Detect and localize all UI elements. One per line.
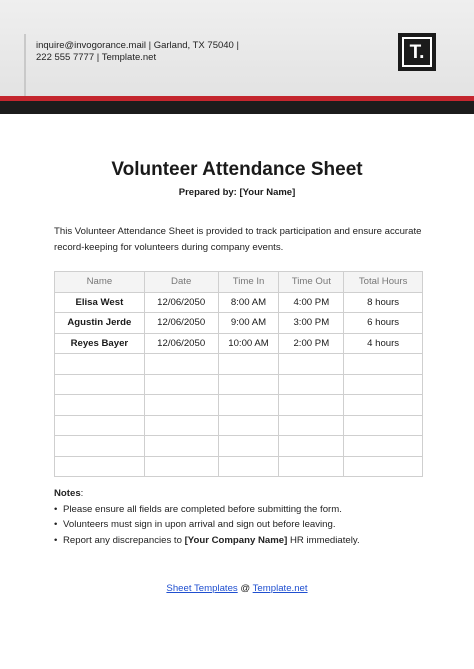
time-out-cell (279, 395, 344, 416)
table-header-row (55, 272, 423, 293)
note-text: HR immediately. (287, 534, 360, 546)
name-cell (55, 415, 145, 436)
table-row-empty (55, 415, 423, 436)
note-item: • Please ensure all fields are completed before submitting the form. (54, 502, 360, 518)
time-in-cell (218, 395, 279, 416)
column-header: Time In (218, 272, 279, 293)
total-hours-cell: 6 hours (344, 313, 423, 334)
time-in-cell (218, 415, 279, 436)
name-cell: Agustin Jerde (55, 313, 145, 334)
notes-list (54, 502, 360, 549)
header-divider (24, 34, 26, 96)
date-cell: 12/06/2050 (144, 292, 218, 313)
time-in-cell (218, 374, 279, 395)
page-title: Volunteer Attendance Sheet (111, 159, 363, 180)
total-hours-cell (344, 395, 423, 416)
name-cell (55, 395, 145, 416)
name-cell (55, 374, 145, 395)
table-row (55, 333, 423, 354)
date-cell (144, 415, 218, 436)
time-in-cell: 9:00 AM (218, 313, 279, 334)
prepared-by: Prepared by: [Your Name] (178, 187, 296, 198)
time-in-cell (218, 456, 279, 477)
time-out-cell (279, 456, 344, 477)
contact-line-2: 222 555 7777 | Template.net (36, 52, 157, 63)
table-row-empty (55, 354, 423, 375)
total-hours-cell (344, 354, 423, 375)
date-cell (144, 436, 218, 457)
total-hours-cell (344, 456, 423, 477)
sheet-templates-link[interactable]: Sheet Templates (166, 583, 238, 594)
time-in-cell (218, 354, 279, 375)
letterhead (0, 0, 474, 96)
time-in-cell: 8:00 AM (218, 292, 279, 313)
total-hours-cell: 4 hours (344, 333, 423, 354)
contact-info (36, 40, 239, 64)
table-row (55, 313, 423, 334)
attendance-table (54, 271, 423, 477)
notes-title: Notes (54, 488, 81, 499)
time-out-cell: 3:00 PM (279, 313, 344, 334)
time-in-cell (218, 436, 279, 457)
table-row-empty (55, 395, 423, 416)
total-hours-cell (344, 415, 423, 436)
total-hours-cell (344, 374, 423, 395)
time-out-cell (279, 354, 344, 375)
note-item: • Volunteers must sign in upon arrival and sign out before leaving. (54, 517, 360, 533)
time-out-cell (279, 415, 344, 436)
logo-letter: T. (409, 41, 425, 63)
date-cell: 12/06/2050 (144, 333, 218, 354)
table-row-empty (55, 374, 423, 395)
date-cell (144, 456, 218, 477)
date-cell (144, 354, 218, 375)
company-name-placeholder: [Your Company Name] (184, 534, 288, 546)
total-hours-cell: 8 hours (344, 292, 423, 313)
logo-frame (402, 37, 432, 67)
column-header: Name (55, 272, 145, 293)
footer (0, 583, 474, 594)
column-header: Total Hours (344, 272, 423, 293)
date-cell: 12/06/2050 (144, 313, 218, 334)
time-out-cell (279, 374, 344, 395)
contact-line-1: inquire@invogorance.mail | Garland, TX 75040 | (36, 40, 239, 51)
name-cell: Reyes Bayer (55, 333, 145, 354)
column-header: Time Out (279, 272, 344, 293)
note-text: Report any discrepancies to (63, 534, 185, 546)
template-logo-icon (398, 33, 436, 71)
table-row-empty (55, 456, 423, 477)
name-cell (55, 354, 145, 375)
dark-band (0, 101, 474, 114)
notes-section (54, 486, 360, 548)
name-cell: Elisa West (55, 292, 145, 313)
column-header: Date (144, 272, 218, 293)
name-cell (55, 456, 145, 477)
total-hours-cell (344, 436, 423, 457)
table-row-empty (55, 436, 423, 457)
date-cell (144, 395, 218, 416)
name-cell (55, 436, 145, 457)
table-row (55, 292, 423, 313)
footer-separator: @ (237, 583, 253, 594)
template-net-link[interactable]: Template.net (252, 583, 308, 594)
date-cell (144, 374, 218, 395)
time-out-cell: 4:00 PM (279, 292, 344, 313)
notes-heading: Notes: (54, 488, 84, 499)
time-out-cell (279, 436, 344, 457)
time-in-cell: 10:00 AM (218, 333, 279, 354)
intro-paragraph: This Volunteer Attendance Sheet is provided to track participation and ensure accurate record-keeping for volunteers during company events. (54, 226, 422, 253)
time-out-cell: 2:00 PM (279, 333, 344, 354)
note-item (54, 533, 360, 549)
